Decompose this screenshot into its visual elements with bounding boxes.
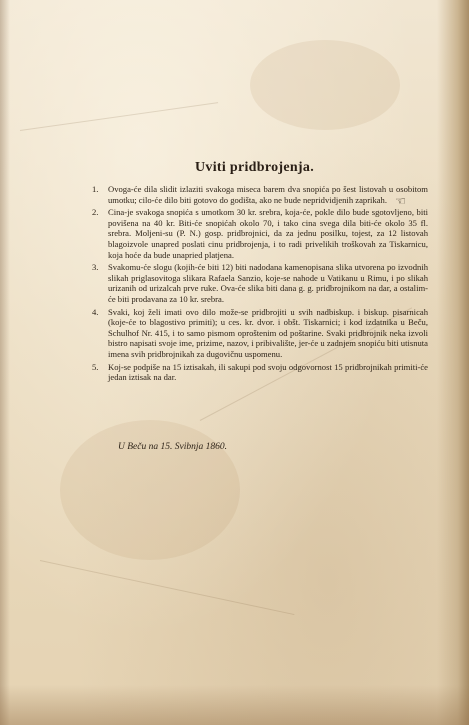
item-number: 3. bbox=[92, 262, 99, 273]
paper-crease bbox=[40, 560, 295, 615]
pointing-hand-icon: ☜ bbox=[395, 193, 406, 208]
item-text: Svaki, koj želi imati ovo dilo može-se pridbrojiti u svih nadbiskup. i biskup. pisarnicah (koje-će to blagostivo primiti); u ces. kr. dvor. i obšt. Tiskarnici; i kod izdatnika u Beču, Schulhof Nr. 415, i to samo pismom oproštenim od poštarine. Svaki pridbrojnik neka izvoli bistro napisati svoje ime, prizime, nazov, i pribivalište, jer-će u zadnjem snopiću biti utisnuta imena svih pridbrojnikah za dugovičnu uspomenu. bbox=[108, 306, 428, 359]
item-number: 2. bbox=[92, 207, 99, 218]
item-number: 1. bbox=[92, 184, 99, 194]
paper-stain bbox=[60, 420, 240, 560]
item-number: 4. bbox=[92, 306, 99, 317]
page-left-edge bbox=[0, 0, 10, 725]
list-item bbox=[92, 362, 428, 383]
paper-crease bbox=[20, 102, 218, 131]
item-text: Koj-se podpiše na 15 iztisakah, ili sakupi pod svoju odgovornost 15 pridbrojnikah primiti-će jedan iztisak na dar. bbox=[108, 361, 428, 383]
page-bottom-edge bbox=[0, 685, 469, 725]
list-item bbox=[92, 207, 428, 260]
signoff-date: U Beču na 15. Svibnja 1860. bbox=[118, 442, 227, 452]
list-item bbox=[92, 262, 428, 304]
paper-stain bbox=[250, 40, 400, 130]
item-number: 5. bbox=[92, 361, 99, 372]
item-text: Cina-je svakoga snopića s umotkom 30 kr. srebra, koja-će, pokle dilo bude sgotovljeno, biti povišena na 40 kr. Biti-će snopićah okolo 70, i tako cina svega dila biti-će okolo 35 fl. srebra. Moljeni-su (P. N.) gosp. pridbrojnici, da za jednu posilku, tojest, za 12 listovah blagoizvole unapred poslati cinu pridbrojenja, i to radi privelikih troškovah za Tiskarnicu, koja hoće da bude unapried platjena. bbox=[108, 207, 428, 260]
list-item bbox=[92, 307, 428, 360]
conditions-list bbox=[92, 184, 428, 385]
page-right-edge bbox=[437, 0, 469, 725]
document-title: Uviti pridbrojenja. bbox=[195, 160, 314, 175]
item-text: Ovoga-će dila slidit izlaziti svakoga miseca barem dva snopića po šest listovah u osobitom umotku; cilo-će dilo biti gotovo do godišta, ako ne bude nepridvidjenih zaprikah. bbox=[108, 184, 428, 205]
item-text: Svakomu-će slogu (kojih-će biti 12) biti nadodana kamenopisana slika utvorena po izvodnih slikah priglasovitoga slikara Rafaela Sanzio, koje-se nahode u Vatikanu u Rimu, i po slikah urizanih od urizalcah prve ruke. Ova-će slika biti dana g. g. pridbrojnikom na dar, a ostalim-će biti prodavana za 10 kr. srebra. bbox=[108, 262, 428, 304]
list-item bbox=[92, 184, 428, 208]
